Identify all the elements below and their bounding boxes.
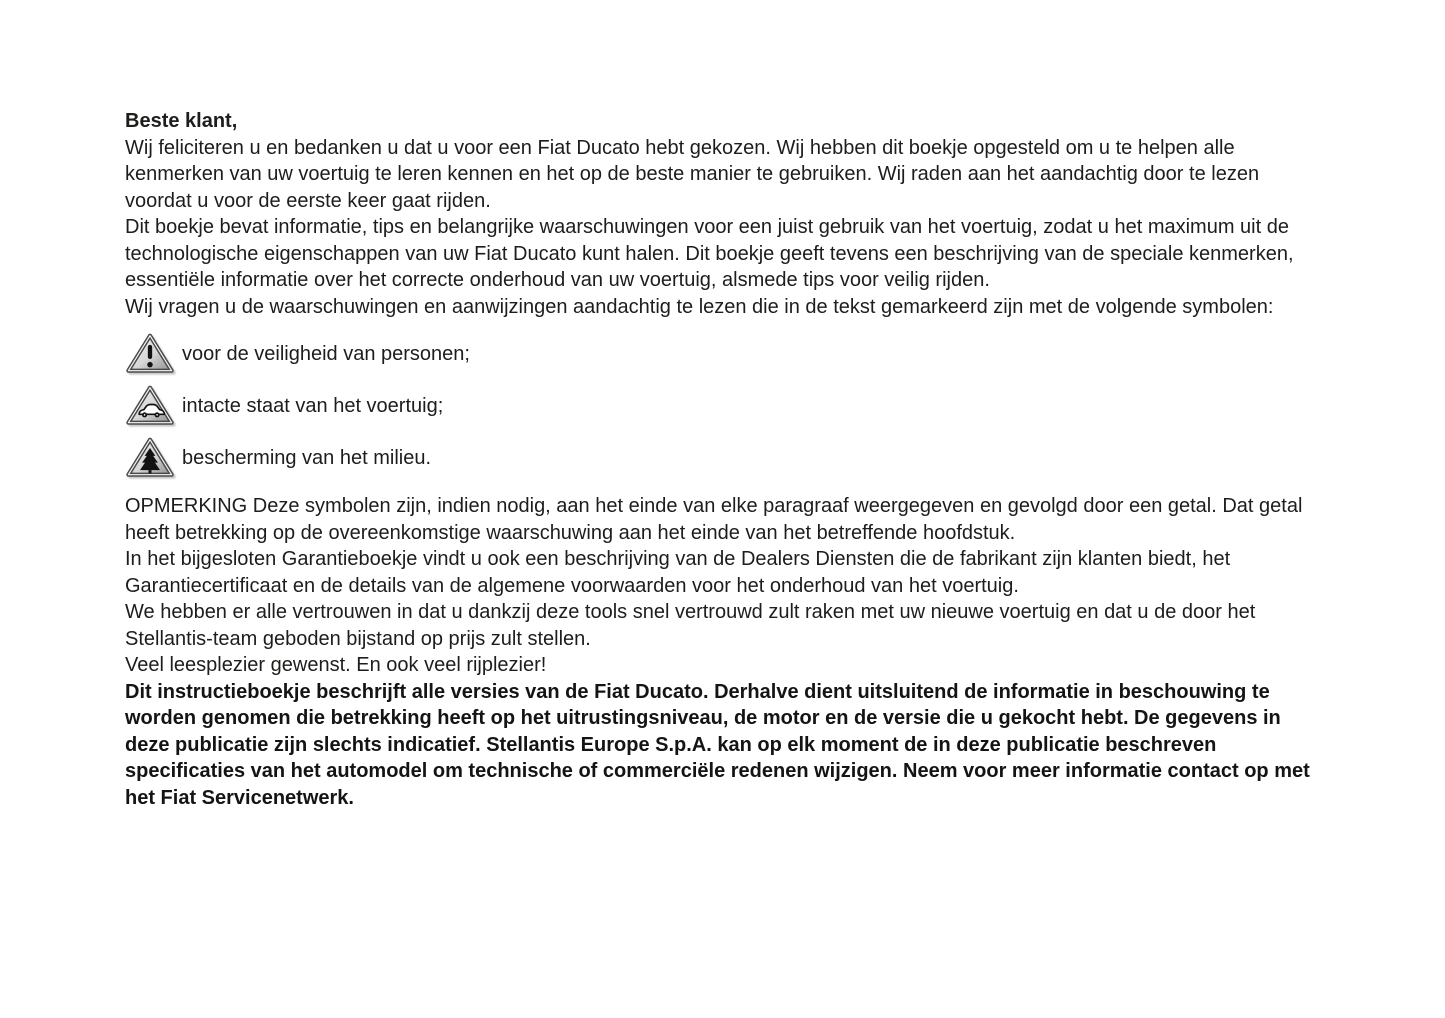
page-content bbox=[125, 108, 1325, 811]
closing-line: Veel leesplezier gewenst. En ook veel rijplezier! bbox=[125, 654, 547, 676]
note-paragraph: OPMERKING Deze symbolen zijn, indien nodig, aan het einde van elke paragraaf weergegeven en gevolgd door een getal. Dat getal heeft betrekking op de overeenkomstige waarschuwing aan het einde van het betreffende hoofdstuk. bbox=[125, 495, 1303, 544]
confidence-paragraph: We hebben er alle vertrouwen in dat u dankzij deze tools snel vertrouwd zult raken met uw nieuwe voertuig en dat u de door het Stellantis-team geboden bijstand op prijs zult stellen. bbox=[125, 601, 1256, 650]
environment-warning-icon bbox=[125, 436, 175, 480]
symbol-label-vehicle: intacte staat van het voertuig; bbox=[182, 394, 444, 417]
symbol-row-safety bbox=[125, 328, 1325, 380]
greeting: Beste klant, bbox=[125, 110, 238, 132]
safety-warning-icon bbox=[125, 332, 175, 376]
warranty-paragraph: In het bijgesloten Garantieboekje vindt u ook een beschrijving van de Dealers Diensten die de fabrikant zijn klanten biedt, het Garantiecertificaat en de details van de algemene voorwaarden voor het onderhoud van het voertuig. bbox=[125, 548, 1231, 597]
intro-paragraph-3: Wij vragen u de waarschuwingen en aanwijzingen aandachtig te lezen die in de tekst gemarkeerd zijn met de volgende symbolen: bbox=[125, 295, 1274, 318]
symbol-row-vehicle bbox=[125, 380, 1325, 432]
intro-paragraph-1: Wij feliciteren u en bedanken u dat u voor een Fiat Ducato hebt gekozen. Wij hebben dit boekje opgesteld om u te helpen alle kenmerken van uw voertuig te leren kennen en het op de beste manier te gebruiken. Wij raden aan het aandachtig door te lezen voordat u voor de eerste keer gaat rijden. bbox=[125, 136, 1260, 212]
symbol-row-environment bbox=[125, 432, 1325, 484]
bold-notice: Dit instructieboekje beschrijft alle versies van de Fiat Ducato. Derhalve dient uitsluitend de informatie in beschouwing te worden genomen die betrekking heeft op het uitrustingsniveau, de motor en de versie die u gekocht hebt. De gegevens in deze publicatie zijn slechts indicatief. Stellantis Europe S.p.A. kan op elk moment de in deze publicatie beschreven specificaties van het automodel om technische of commerciële redenen wijzigen. Neem voor meer informatie contact op met het Fiat Servicenetwerk. bbox=[125, 680, 1310, 809]
vehicle-warning-icon bbox=[125, 384, 175, 428]
symbol-legend bbox=[125, 328, 1325, 484]
intro-paragraph-2: Dit boekje bevat informatie, tips en belangrijke waarschuwingen voor een juist gebruik van het voertuig, zodat u het maximum uit de technologische eigenschappen van uw Fiat Ducato kunt halen. Dit boekje geeft tevens een beschrijving van de speciale kenmerken, essentiële informatie over het correcte onderhoud van uw voertuig, alsmede tips voor veilig rijden. bbox=[125, 216, 1294, 291]
symbol-label-environment: bescherming van het milieu. bbox=[182, 446, 432, 469]
symbol-label-safety: voor de veiligheid van personen; bbox=[182, 342, 470, 365]
